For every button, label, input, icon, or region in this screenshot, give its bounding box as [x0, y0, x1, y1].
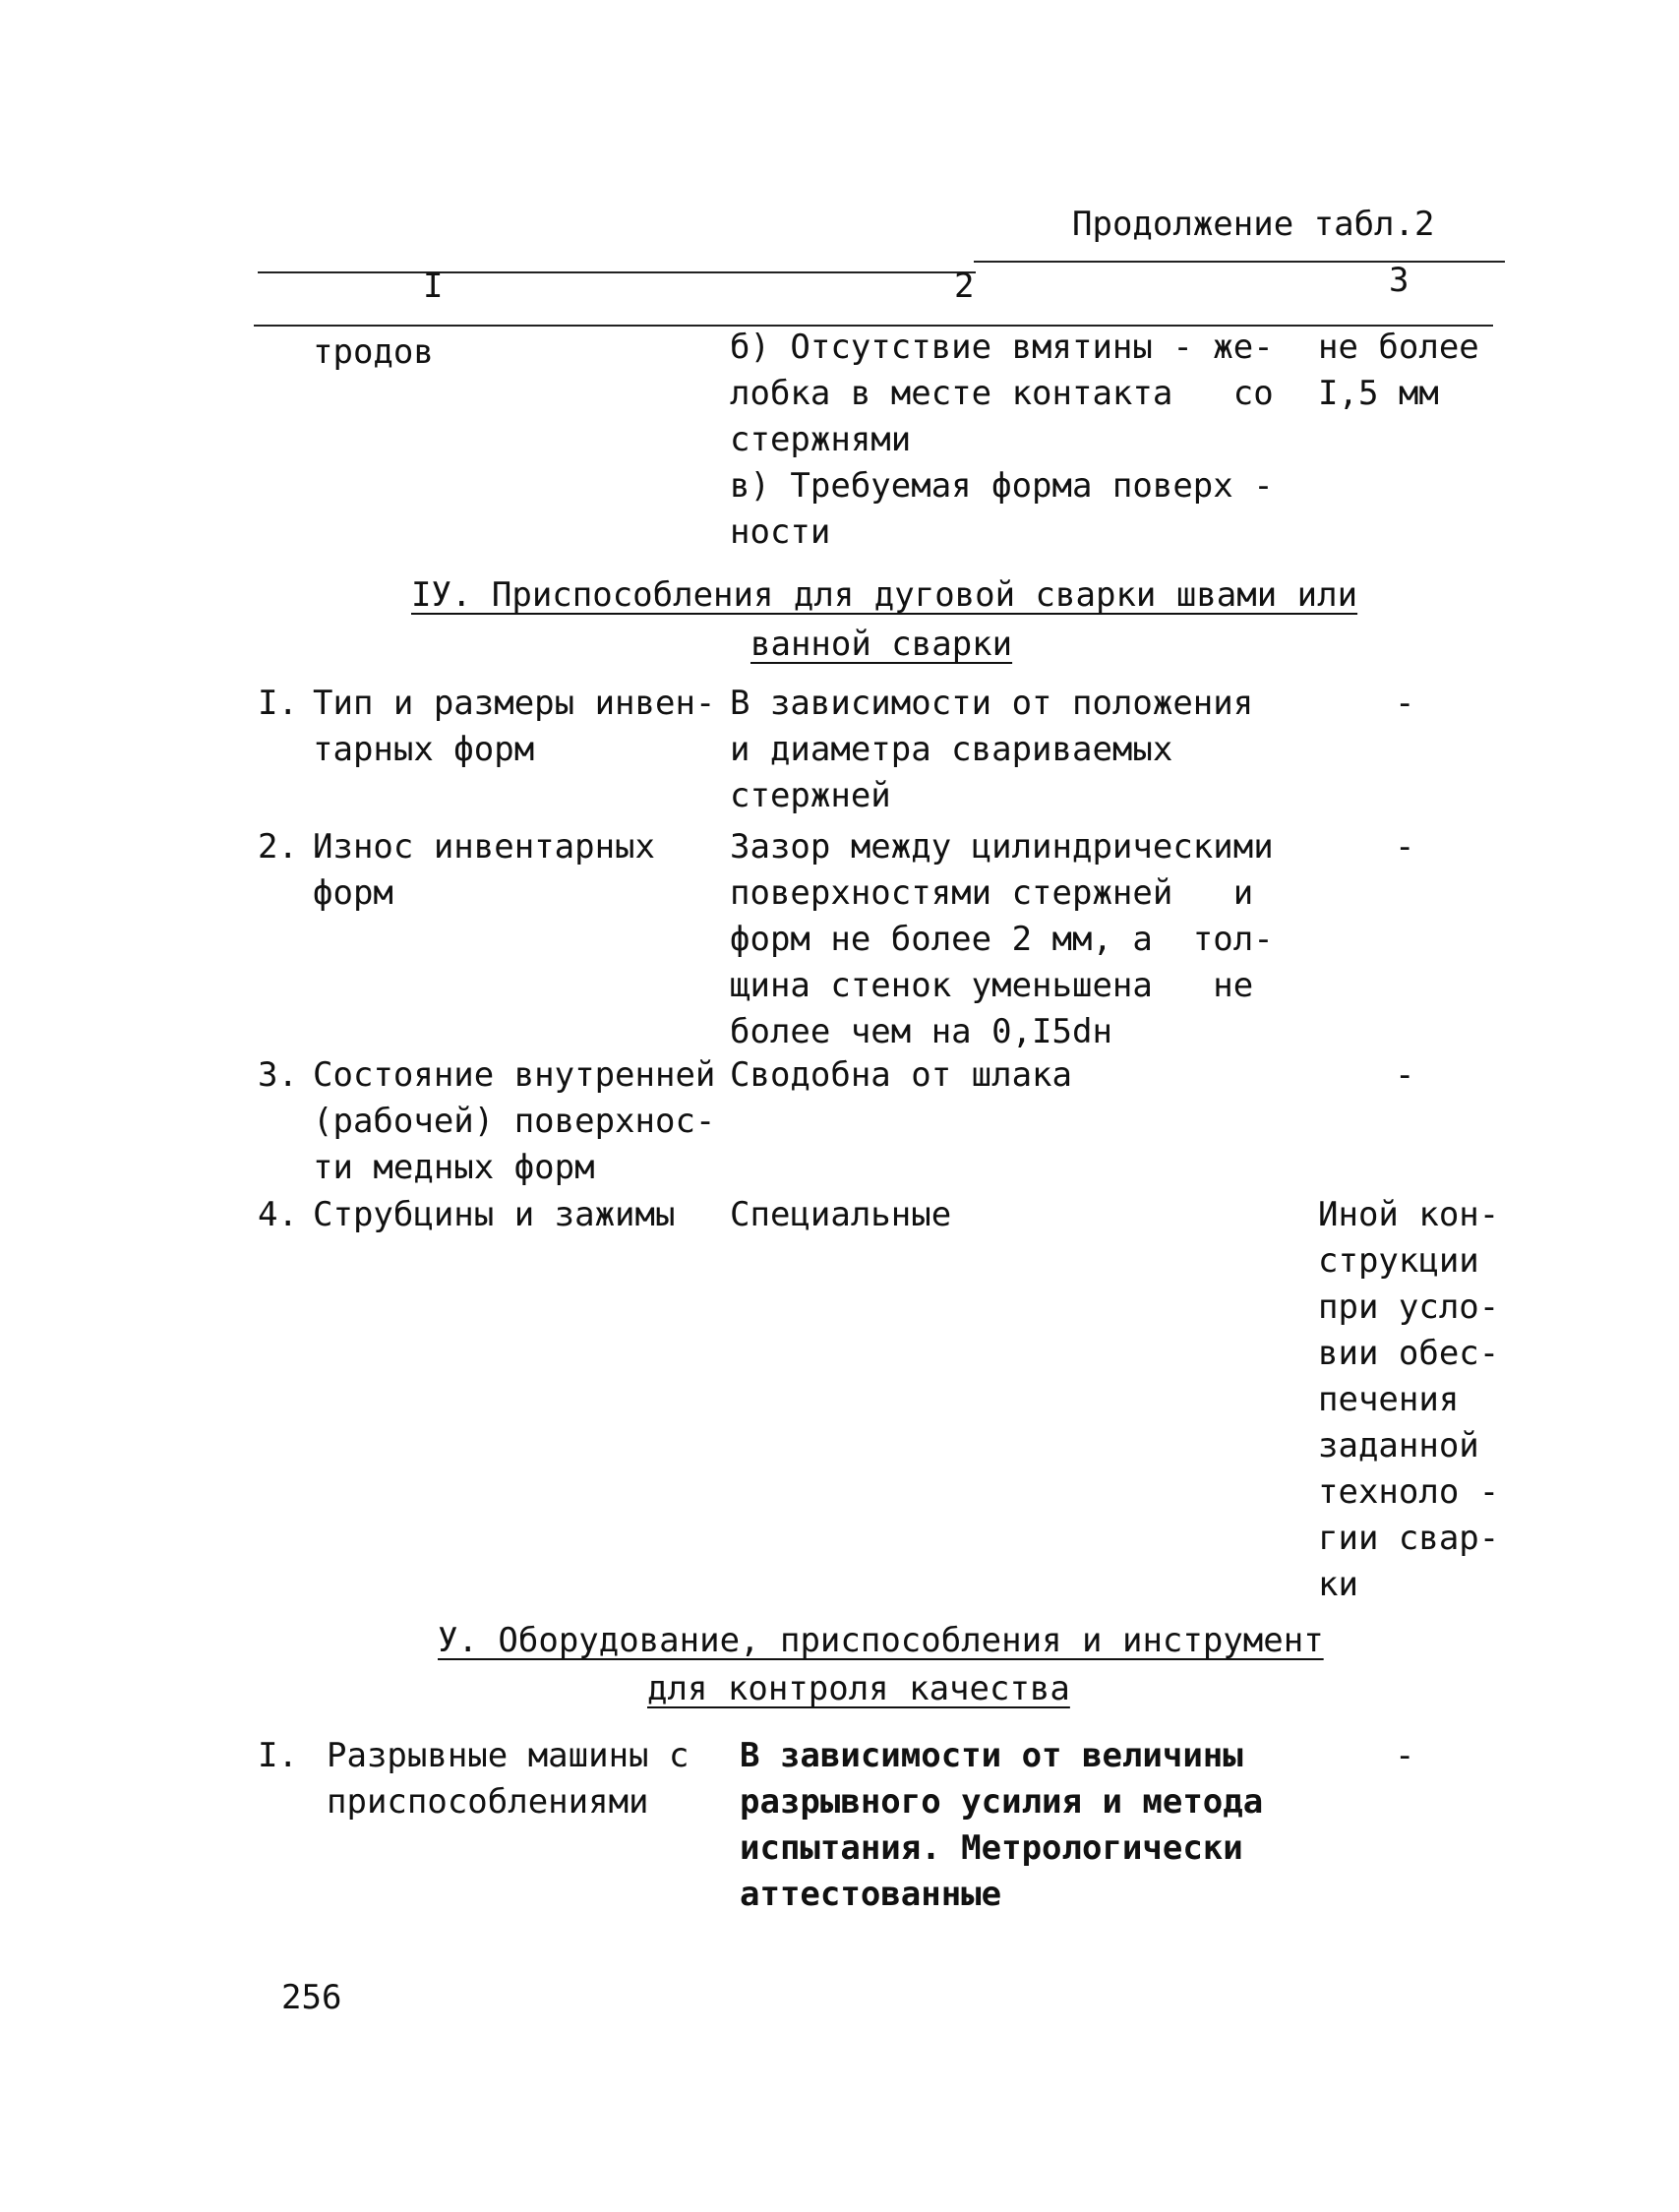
section4-item3-col1: Состояние внутренней (рабочей) поверхнос- ти медных форм: [313, 1055, 716, 1187]
section4-item1-col3: -: [1395, 684, 1415, 723]
section4-title-line2: ванной сварки: [750, 625, 1013, 664]
section4-item4-col3: Иной кон- струкции при усло- вии обес- печения заданной техноло - гии свар- ки: [1318, 1195, 1500, 1604]
section4-item2-col2: Зазор между цилиндрическими поверхностями стержней и форм не более 2 мм, а тол- щина стенок уменьшена не более чем на 0,I5dн: [730, 827, 1274, 1051]
section4-item4-number: 4.: [258, 1195, 298, 1234]
page-number: 256: [281, 1978, 342, 2017]
column-number-1: I: [423, 267, 444, 306]
column-number-3: 3: [1389, 261, 1409, 300]
section4-item4-col2: Специальные: [730, 1195, 952, 1234]
header-top-rule-left: [258, 271, 976, 273]
section4-title-line1: IУ. Приспособления для дуговой сварки швами или: [411, 575, 1358, 615]
top-row-col3: не более I,5 мм: [1318, 328, 1479, 413]
section4-item2-number: 2.: [258, 827, 298, 867]
header-top-rule-right: [974, 261, 1505, 263]
section5-title-line2: для контроля качества: [647, 1669, 1070, 1708]
section4-item3-col3: -: [1395, 1055, 1415, 1095]
column-number-2: 2: [954, 267, 975, 306]
section5-item1-number: I.: [258, 1736, 298, 1775]
section4-item3-number: 3.: [258, 1055, 298, 1095]
table-continuation-label: Продолжение табл.2: [1072, 205, 1435, 244]
section5-item1-col3: -: [1395, 1736, 1415, 1775]
section5-item1-col1: Разрывные машины с приспособлениями: [327, 1736, 690, 1822]
section4-item1-col2: В зависимости от положения и диаметра свариваемых стержней: [730, 684, 1254, 815]
top-row-col2: б) Отсутствие вмятины - же- лобка в месте контакта со стержнями в) Требуемая форма поверх - ности: [730, 328, 1274, 552]
section4-item2-col1: Износ инвентарных форм: [313, 827, 655, 913]
section4-item4-col1: Струбцины и зажимы: [313, 1195, 676, 1234]
top-row-col1: тродов: [313, 332, 434, 372]
section4-item3-col2: Сводобна от шлака: [730, 1055, 1072, 1095]
section4-item1-number: I.: [258, 684, 298, 723]
section4-item2-col3: -: [1395, 827, 1415, 867]
section5-title-line1: У. Оборудование, приспособления и инструмент: [438, 1621, 1324, 1660]
section5-item1-col2: В зависимости от величины разрывного усилия и метода испытания. Метрологически аттестованные: [740, 1736, 1264, 1914]
section4-item1-col1: Тип и размеры инвен- тарных форм: [313, 684, 716, 769]
